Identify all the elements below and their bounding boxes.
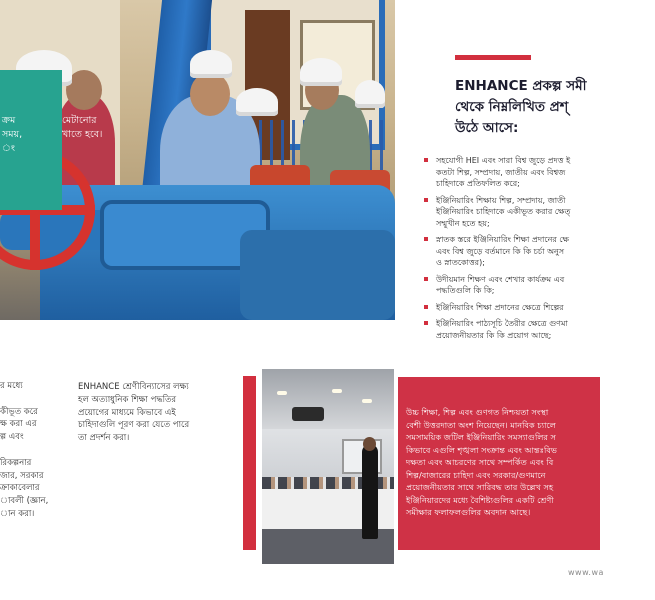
ceiling-light-icon <box>332 389 342 393</box>
text-line: ান করা। <box>0 508 35 519</box>
projector-icon <box>292 407 324 421</box>
photo-ceiling <box>262 369 394 429</box>
classroom-photo <box>262 369 394 564</box>
callout-line: সমসাময়িক জটিল ইঞ্জিনিয়ারিং সমস্যাগুলির স <box>406 432 556 442</box>
photo-pipe <box>240 230 395 320</box>
list-item-line: ইঞ্জিনিয়ারিং শিক্ষায় শিল্প, সম্প্রদায়, জাতী <box>436 195 566 205</box>
callout-line: বেশী উত্তরদাতা অংশ নিয়েছেন। মানবিক চ্যালে <box>406 419 556 430</box>
text-line: কীভূত করে <box>0 406 38 417</box>
list-item-line: প্রয়োজনীয়তার কি কি প্রয়োগ আছে; <box>436 330 552 340</box>
text-line: হল অত্যাধুনিক শিক্ষা পদ্ধতির <box>78 394 177 405</box>
text-line: র মধ্যে <box>0 381 23 391</box>
text-line: ক্ষ করা এর <box>0 419 37 430</box>
heading-accent-bar <box>455 55 531 60</box>
heading-line: ENHANCE প্রকল্প সমী <box>455 78 587 94</box>
ceiling-light-icon <box>362 399 372 403</box>
list-item <box>424 274 624 297</box>
heading-line: উঠে আসে: <box>455 120 519 136</box>
red-callout-block <box>398 377 600 550</box>
teal-line: ং <box>2 143 15 154</box>
teal-line: সময়, <box>2 129 23 140</box>
callout-line: ইঞ্জিনিয়ারদের মধ্যে বৈশিষ্ট্যগুলির একটি শ্রেণী <box>406 494 554 505</box>
teal-callout-box <box>0 70 62 210</box>
text-line: চাহিদাগুলি পূরণ করা যেতে পারে <box>78 420 190 431</box>
list-item-line: ইঞ্জিনিয়ারিং শিক্ষা প্রদানের ক্ষেত্রে শিল্পের <box>436 302 564 312</box>
hard-hat-icon <box>190 50 232 78</box>
list-item-line: সম্মুখীন হতে হয়; <box>436 218 490 228</box>
callout-line: শিল্প/বাজারের চাহিদা এবং সরকার/গুণমানে <box>406 469 546 480</box>
text-line: ক্রাকাবেলার <box>0 483 40 494</box>
teal-callout-overflow-text <box>62 114 102 142</box>
hard-hat-icon <box>236 88 278 116</box>
list-item-line: স্নাতক স্তরে ইঞ্জিনিয়ারিং শিক্ষা প্রদানের ক্ষে <box>436 235 570 244</box>
list-item <box>424 155 624 190</box>
bullet-square-icon <box>424 305 428 309</box>
bullet-square-icon <box>424 198 428 202</box>
list-item-line: উদীয়মান শিক্ষণ এবং শেখার কার্যক্রম এব <box>436 274 565 284</box>
text-line: প্রয়োগের মাধ্যমে কিভাবে এই <box>78 407 176 418</box>
hard-hat-icon <box>355 80 385 108</box>
list-item <box>424 234 624 269</box>
heading-line: থেকে নিম্নলিখিত প্রশ্ <box>455 99 569 115</box>
list-item-line: কতটা শিল্প, সম্প্রদায়, জাতীয় এবং বিশ্বজ <box>436 167 566 177</box>
text-line <box>0 444 60 457</box>
callout-line: প্রয়োজনীয়তার সাথে সারিবদ্ধ তার উল্লেখ সহ <box>406 482 554 492</box>
list-item-line: সহযোগী HEI এবং সারা বিশ্ব জুড়ে প্রদত্ত ই <box>436 156 571 165</box>
text-line: তা প্রদর্শন করা। <box>78 433 130 444</box>
list-item <box>424 318 624 341</box>
hard-hat-icon <box>300 58 342 86</box>
section-heading <box>455 76 655 139</box>
callout-line: উচ্চ শিক্ষা, শিল্প এবং গুণগত নিশ্চয়তা সংস্থা <box>406 407 549 417</box>
text-line: াবলী (জ্ঞান, <box>0 496 49 507</box>
body-text-column-2 <box>78 381 218 445</box>
text-line: ENHANCE শ্রেণীবিন্যাসের লক্ষ্য <box>78 382 189 392</box>
list-item-line: ইঞ্জিনিয়ারিং পাঠ্যসূচি তৈরীর ক্ষেত্রে গুণমা <box>436 319 568 328</box>
text-line: রিকল্পনার <box>0 457 32 468</box>
body-text-column-1 <box>0 380 60 521</box>
photo-speaker <box>362 444 378 539</box>
text-line: জার, সরকার <box>0 470 44 481</box>
text-line: ল্প এবং <box>0 432 24 443</box>
photo-person-2-head <box>190 72 230 116</box>
callout-line: দক্ষতা এবং আচরণের সাথে সম্পর্কিত এবং বি <box>406 457 554 467</box>
website-url: www.wa <box>568 568 604 577</box>
photo-speaker-head <box>363 437 376 451</box>
text-line <box>0 393 60 406</box>
list-item-line: পদ্ধতিগুলি কি কি; <box>436 286 495 295</box>
teal-line: মেটানোর <box>62 115 97 126</box>
callout-line: সমীক্ষার ফলাফলগুলির অবদান আছে। <box>406 507 531 517</box>
bullet-square-icon <box>424 277 428 281</box>
callout-line: কিভাবে এগুলি শৃঙ্খলা সংক্রান্ত এবং আন্তঃবিভ <box>406 444 558 455</box>
red-accent-stripe <box>243 376 256 550</box>
list-item <box>424 302 624 314</box>
list-item-line: চাহিদাকে প্রতিফলিত করে; <box>436 179 520 188</box>
teal-line: ক্রম <box>2 115 16 126</box>
bullet-square-icon <box>424 158 428 162</box>
list-item-line: ও স্নাতকোত্তর); <box>436 258 485 267</box>
ceiling-light-icon <box>277 391 287 395</box>
teal-line: খাতে হবে। <box>62 129 103 140</box>
bullet-square-icon <box>424 321 428 325</box>
question-list <box>424 155 624 346</box>
bullet-square-icon <box>424 237 428 241</box>
list-item-line: এবং বিশ্ব জুড়ে বর্তমানে কি কি চর্চা অনুস <box>436 246 565 256</box>
list-item <box>424 195 624 230</box>
list-item-line: ইঞ্জিনিয়ারিং চাহিদাকে একীভূত করার ক্ষেত্ <box>436 207 571 216</box>
